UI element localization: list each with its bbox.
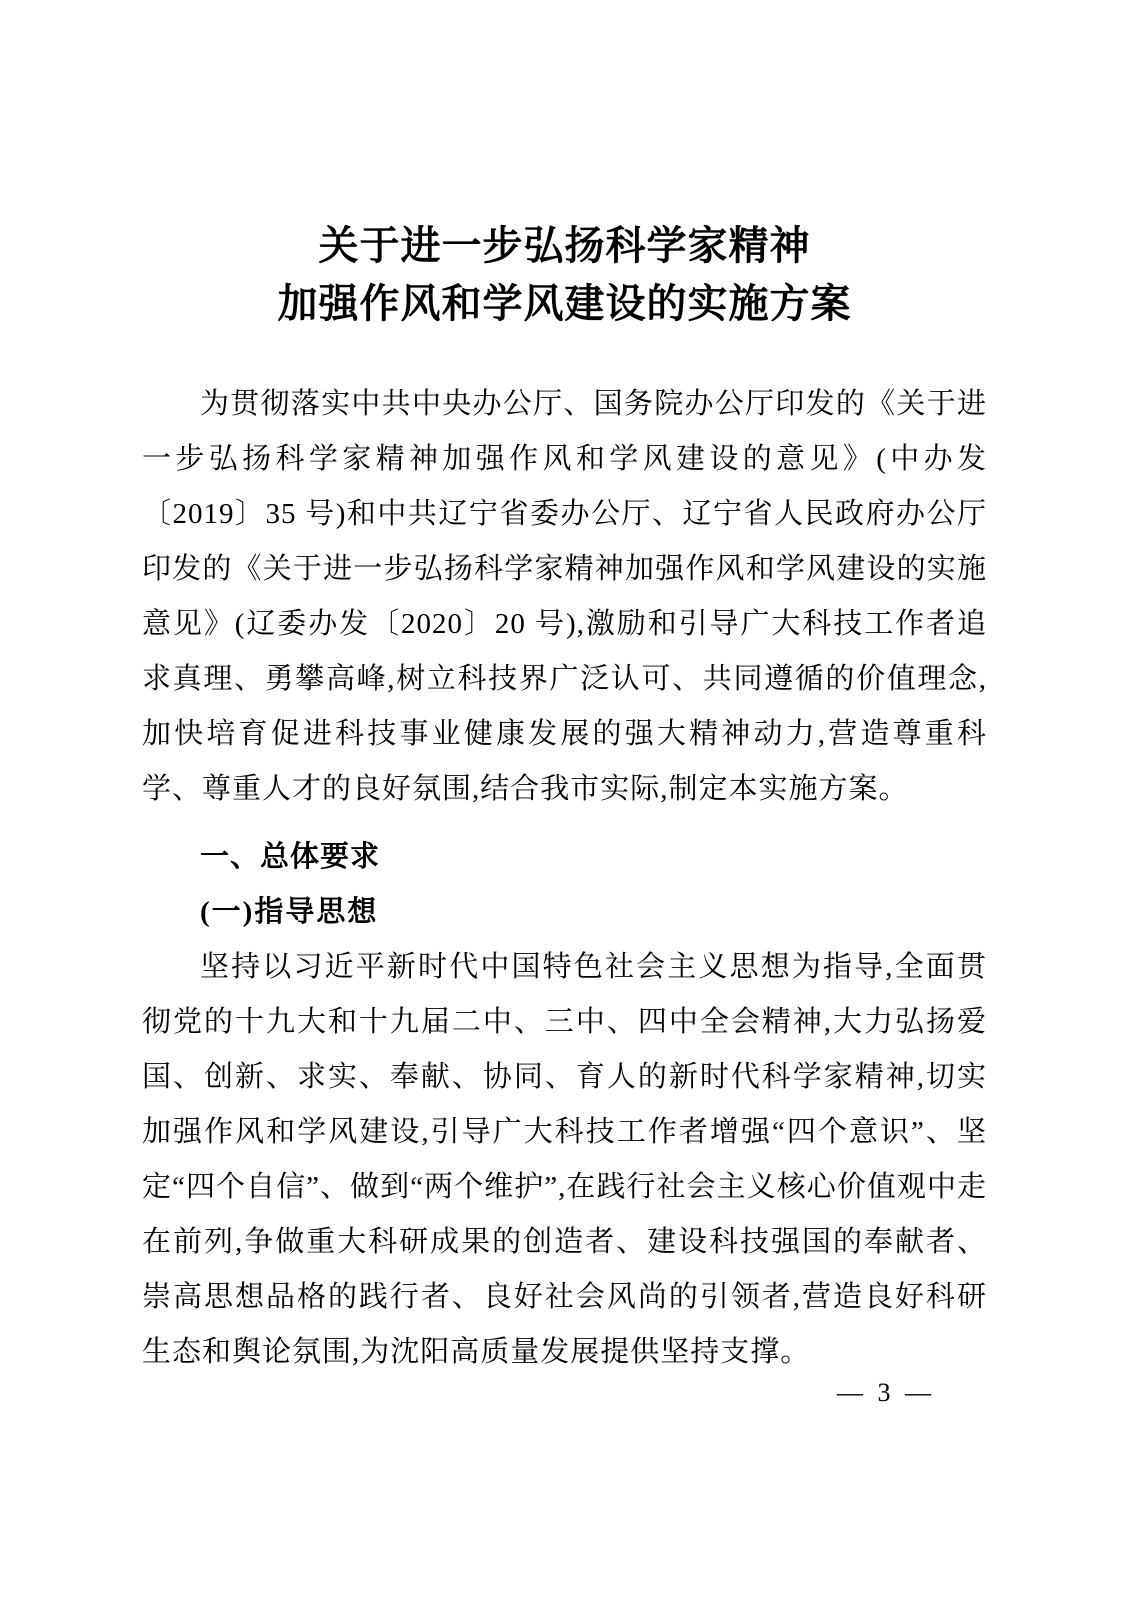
document-title xyxy=(142,217,987,333)
paragraph-preamble: 为贯彻落实中共中央办公厅、国务院办公厅印发的《关于进一步弘扬科学家精神加强作风和学风建设的意见》(中办发〔2019〕35 号)和中共辽宁省委办公厅、辽宁省人民政府办公厅印发的《关于进一步弘扬科学家精神加强作风和学风建设的实施意见》(辽委办发〔2020〕20 号),激励和引导广大科技工作者追求真理、勇攀高峰,树立科技界广泛认可、共同遵循的价值理念,加快培育促进科技事业健康发展的强大精神动力,营造尊重科学、尊重人才的良好氛围,结合我市实际,制定本实施方案。 xyxy=(142,388,987,805)
sub-heading-guiding-ideology: (一)指导思想 xyxy=(200,896,379,928)
page-number: — 3 — xyxy=(837,1378,935,1407)
document-title-line2: 加强作风和学风建设的实施方案 xyxy=(277,281,852,326)
document-title-line1: 关于进一步弘扬科学家精神 xyxy=(318,223,811,268)
document-content xyxy=(142,217,987,1380)
section-heading-overall-requirements: 一、总体要求 xyxy=(200,841,381,873)
paragraph-guiding-ideology: 坚持以习近平新时代中国特色社会主义思想为指导,全面贯彻党的十九大和十九届二中、三中、四中全会精神,大力弘扬爱国、创新、求实、奉献、协同、育人的新时代科学家精神,切实加强作风和学风建设,引导广大科技工作者增强“四个意识”、坚定“四个自信”、做到“两个维护”,在践行社会主义核心价值观中走在前列,争做重大科研成果的创造者、建设科技强国的奉献者、崇高思想品格的践行者、良好社会风尚的引领者,营造良好科研生态和舆论氛围,为沈阳高质量发展提供坚持支撑。 xyxy=(142,951,987,1368)
